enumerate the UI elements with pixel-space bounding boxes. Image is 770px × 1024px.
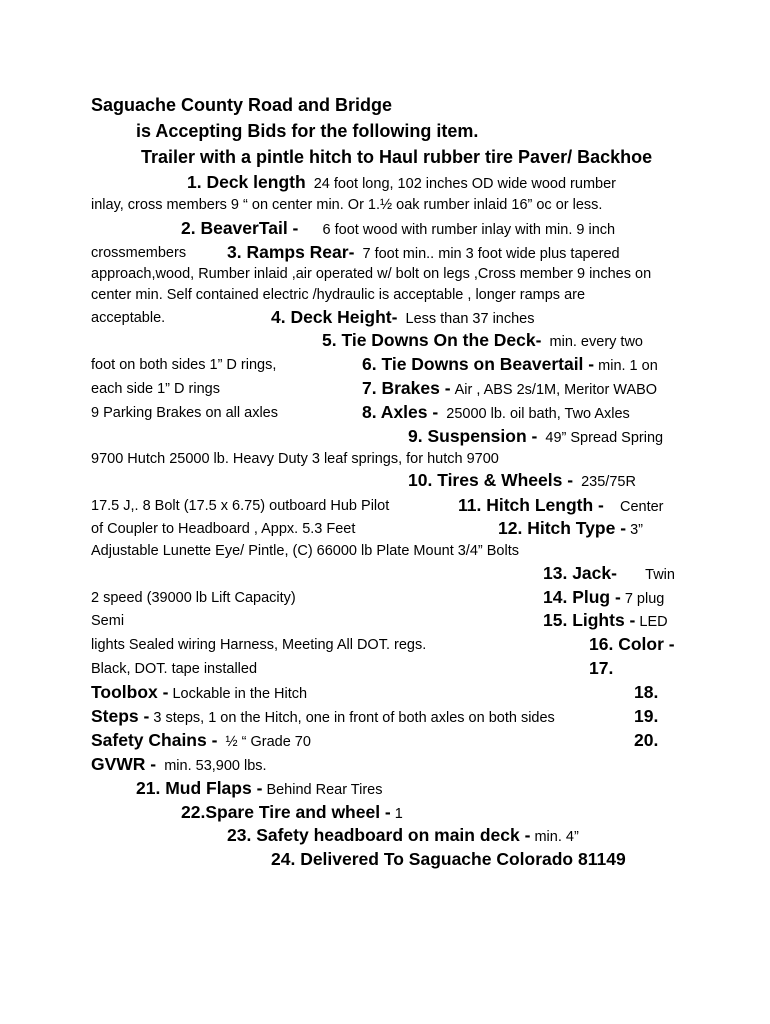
heading-line-2: is Accepting Bids for the following item. [136, 121, 479, 141]
item-15-line [543, 611, 668, 631]
item-1-line [187, 173, 616, 193]
item-18-text: 3 steps, 1 on the Hitch, one in front of both axles on both sides [153, 710, 555, 726]
item-2-text-continued: crossmembers [91, 245, 187, 261]
item-1-text-continued: inlay, cross members 9 “ on center min. Or 1.½ oak rumber inlaid 16” oc or less. [91, 197, 603, 213]
item-3-text-continued-2: center min. Self contained electric /hydraulic is acceptable , longer ramps are [91, 287, 586, 303]
item-3-line [227, 243, 620, 263]
item-5-text-continued: foot on both sides 1” D rings, [91, 357, 277, 373]
item-8-label: 8. Axles - [362, 402, 439, 422]
item-6-label: 6. Tie Downs on Beavertail - [362, 354, 595, 374]
item-22-text: 1 [394, 806, 403, 822]
item-12-text: 3” [630, 522, 643, 538]
item-5-line [322, 331, 643, 351]
item-19-label: Safety Chains - [91, 730, 218, 750]
item-12-label: 12. Hitch Type - [498, 518, 627, 538]
item-2-label: 2. BeaverTail - [181, 218, 299, 238]
item-24-label: 24. Delivered To Saguache Colorado 81149 [271, 849, 626, 869]
item-11-text-continued: of Coupler to Headboard , Appx. 5.3 Feet [91, 521, 356, 537]
item-2-text: 6 foot wood with rumber inlay with min. 9 inch [322, 222, 616, 238]
item-9-line [408, 427, 663, 447]
item-19-number: 19. [634, 706, 659, 726]
item-13-line [543, 564, 675, 584]
item-18-label: Steps - [91, 706, 150, 726]
item-9-text-continued: 9700 Hutch 25000 lb. Heavy Duty 3 leaf springs, for hutch 9700 [91, 451, 499, 467]
item-23-label: 23. Safety headboard on main deck - [227, 825, 531, 845]
item-15-text-continued: lights Sealed wiring Harness, Meeting All DOT. regs. [91, 637, 427, 653]
item-20-number: 20. [634, 730, 659, 750]
item-13-text: Twin [645, 567, 675, 583]
item-19-line [91, 731, 311, 751]
item-12-line [498, 519, 643, 539]
item-3-text-continued-3: acceptable. [91, 310, 166, 326]
item-3-text: 7 foot min.. min 3 foot wide plus tapered [362, 246, 620, 262]
item-1-label: 1. Deck length [187, 172, 306, 192]
item-10-text: 235/75R [581, 474, 636, 490]
item-21-text: Behind Rear Tires [266, 782, 383, 798]
item-11-text: Center [619, 499, 664, 515]
item-7-text: Air , ABS 2s/1M, Meritor WABO [454, 382, 658, 398]
item-7-label: 7. Brakes - [362, 378, 451, 398]
item-10-line [408, 471, 636, 491]
item-16-text: Black, DOT. tape installed [91, 661, 258, 677]
item-5-label: 5. Tie Downs On the Deck- [322, 330, 542, 350]
item-10-label: 10. Tires & Wheels - [408, 470, 574, 490]
item-3-label: 3. Ramps Rear- [227, 242, 355, 262]
item-15-label: 15. Lights - [543, 610, 636, 630]
item-7-text-continued: 9 Parking Brakes on all axles [91, 405, 278, 421]
item-9-text: 49” Spread Spring [545, 430, 664, 446]
item-17-line [91, 683, 307, 703]
item-11-line [458, 496, 664, 516]
item-3-text-continued-1: approach,wood, Rumber inlaid ,air operated w/ bolt on legs ,Cross member 9 inches on [91, 266, 652, 282]
heading-line-1: Saguache County Road and Bridge [91, 95, 393, 115]
item-2-line [181, 219, 615, 239]
item-7-line [362, 379, 657, 399]
item-6-text-continued: each side 1” D rings [91, 381, 220, 397]
item-17-label: Toolbox - [91, 682, 169, 702]
item-14-label: 14. Plug - [543, 587, 621, 607]
item-4-line [271, 308, 534, 328]
item-18-line [91, 707, 555, 727]
item-17-number: 17. [589, 658, 614, 678]
item-23-line [227, 826, 579, 846]
heading-line-3: Trailer with a pintle hitch to Haul rubber tire Paver/ Backhoe [141, 147, 653, 167]
item-9-label: 9. Suspension - [408, 426, 538, 446]
item-14-line [543, 588, 664, 608]
item-20-line [91, 755, 267, 775]
item-8-text: 25000 lb. oil bath, Two Axles [446, 406, 630, 422]
item-4-label: 4. Deck Height- [271, 307, 398, 327]
item-17-text: Lockable in the Hitch [172, 686, 308, 702]
item-10-text-continued: 17.5 J,. 8 Bolt (17.5 x 6.75) outboard Hub Pilot [91, 498, 390, 514]
item-14-text-continued: Semi [91, 613, 125, 629]
item-20-label: GVWR - [91, 754, 157, 774]
item-21-label: 21. Mud Flaps - [136, 778, 263, 798]
item-18-number: 18. [634, 682, 659, 702]
item-12-text-continued: Adjustable Lunette Eye/ Pintle, (C) 66000 lb Plate Mount 3/4” Bolts [91, 543, 519, 559]
item-1-text: 24 foot long, 102 inches OD wide wood rumber [313, 176, 616, 192]
item-23-text: min. 4” [534, 829, 579, 845]
item-14-text: 7 plug [624, 591, 665, 607]
item-11-label: 11. Hitch Length - [458, 495, 604, 515]
item-13-text-continued: 2 speed (39000 lb Lift Capacity) [91, 590, 296, 606]
item-6-line [362, 355, 658, 375]
item-8-line [362, 403, 630, 423]
item-16-label: 16. Color - [589, 634, 675, 654]
item-5-text: min. every two [549, 334, 643, 350]
item-21-line [136, 779, 383, 799]
item-20-text: min. 53,900 lbs. [164, 758, 267, 774]
item-19-text: ½ “ Grade 70 [225, 734, 311, 750]
item-15-text: LED [639, 614, 668, 630]
item-4-text: Less than 37 inches [405, 311, 535, 327]
item-22-line [181, 803, 403, 823]
item-6-text: min. 1 on [598, 358, 658, 374]
item-13-label: 13. Jack- [543, 563, 617, 583]
item-22-label: 22.Spare Tire and wheel - [181, 802, 391, 822]
